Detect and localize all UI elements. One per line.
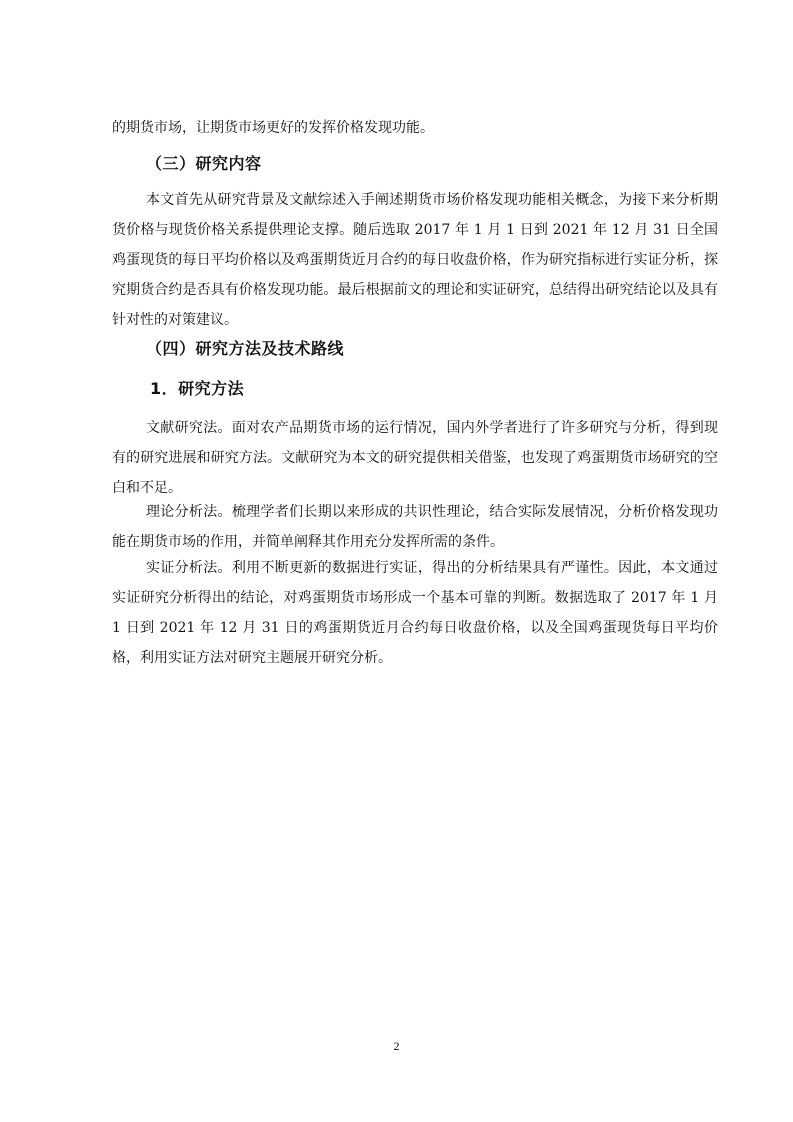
section-4-heading: （四）研究方法及技术路线 (146, 339, 345, 358)
page-number: 2 (393, 1039, 400, 1053)
theory-method-paragraph: 理论分析法。梳理学者们长期以来形成的共识性理论，结合实际发展情况，分析价格发现功能在期货市场的作用，并简单阐释其作用充分发挥所需的条件。 (112, 504, 718, 550)
section-3-heading: （三）研究内容 (146, 154, 262, 173)
subsection-1-heading: 1．研究方法 (150, 379, 245, 398)
section-3-paragraph: 本文首先从研究背景及文献综述入手阐述期货市场价格发现功能相关概念，为接下来分析期货价格与现货价格关系提供理论支撑。随后选取 2017 年 1 月 1 日到 2021 年 12 月 31 日全国鸡蛋现货的每日平均价格以及鸡蛋期货近月合约的每日收盘价格，作为研究指标进行实证分析，探究期货合约是否具有价格发现功能。最后根据前文的理论和实证研究，总结得出研究结论以及具有针对性的对策建议。 (112, 192, 718, 328)
literature-method-paragraph: 文献研究法。面对农产品期货市场的运行情况，国内外学者进行了许多研究与分析，得到现有的研究进展和研究方法。文献研究为本文的研究提供相关借鉴，也发现了鸡蛋期货市场研究的空白和不足。 (112, 420, 718, 496)
empirical-method-paragraph: 实证分析法。利用不断更新的数据进行实证，得出的分析结果具有严谨性。因此，本文通过实证研究分析得出的结论，对鸡蛋期货市场形成一个基本可靠的判断。数据选取了 2017 年 1 月 1 日到 2021 年 12 月 31 日的鸡蛋期货近月合约每日收盘价格，以及全国鸡蛋现货每日平均价格，利用实证方法对研究主题展开研究分析。 (112, 560, 718, 666)
continuation-paragraph: 的期货市场，让期货市场更好的发挥价格发现功能。 (112, 120, 434, 136)
